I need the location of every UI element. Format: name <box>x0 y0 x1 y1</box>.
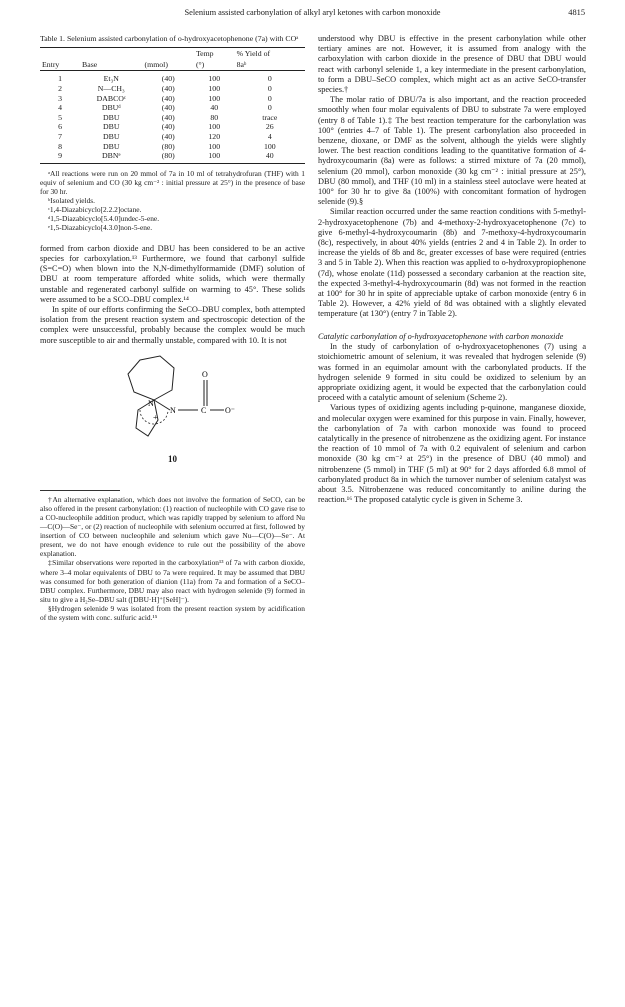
table-cell-temp: 100 <box>208 93 221 103</box>
paragraph: Various types of oxidizing agents including p-quinone, manganese dioxide, and molecular oxygen were examined for this purpose in vain. Finally, however, the carbonylation of 7a with carbon monoxide was found to proceed catalytically in the presence of nitrobenzene as the oxidizing agent. For instance the reaction of 10 mmol of 7a with 0.2 equivalent of selenium and carbon monoxide (30 kg cm⁻² at 25°) in the presence of DBU (40 mmol) and nitrobenzene (5 mmol) in THF (5 ml) at 90° for 2 days afforded 6.8 mmol of carbonylated product 8a in which the turnover number of selenium catalyst was about 3.5. Nitrobenzene was reduced concomitantly to aniline during the reaction.¹⁶ The proposed catalytic cycle is given in Scheme 3. <box>318 403 586 505</box>
table-body <box>40 71 305 163</box>
table-cell-mmol: (40) <box>161 74 175 84</box>
table-cell-yield: 0 <box>267 74 272 84</box>
table-1 <box>40 47 305 163</box>
right-body-text <box>318 34 586 320</box>
table-cell-entry: 1 <box>58 74 62 84</box>
col-header-mmol: (mmol) <box>143 59 194 71</box>
section-title: Catalytic carbonylation of o-hydroxyacetophenone with carbon monoxide <box>318 331 564 341</box>
table-notes <box>40 169 305 232</box>
table-cell-yield: 40 <box>235 151 305 163</box>
table-cell-base: DBU <box>103 112 120 122</box>
table-note: ᶜ1,4-Diazabicyclo[2.2.2]octane. <box>48 204 142 214</box>
paragraph: formed from carbon dioxide and DBU has been considered to be an active species for carboxylation.¹³ Furthermore, we found that carbonyl sulfide (S=C=O) when blown into the N,N-dimethylformamide (DMF) solution of DBU at room temperature afforded white solids, which were thermally unstable and regenerated carbonyl sulfide on warming to 45°. These solids were assumed to be a SCO–DBU complex.¹⁴ <box>40 243 305 304</box>
table-cell-yield: 0 <box>267 93 272 103</box>
structure-drawing <box>110 350 240 450</box>
footnote-rule <box>40 490 120 491</box>
table-cell-yield: trace <box>262 112 278 122</box>
table-cell-base: DBU <box>103 131 120 141</box>
paragraph: Similar reaction occurred under the same reaction conditions with 5-methyl-2-hydroxyacetophenone (7b) and 4-methoxy-2-hydroxyacetophenone (7c) to give 6-methyl-4-hydroxycoumarin (8b) and 7-methoxy-4-hydroxycoumarin (8c), respectively, in about 40% yields (entries 2 and 4 in Table 2). In order to increase the yields of 8b and 8c, greater excesses of base were required (entries 3 and 5 in Table 2). When this reaction was applied to o-hydroxypropiophenone (7d), whose enolate (11d) possessed a secondary carbanion at the reaction site, the expected 3-methyl-4-hydroxycoumarin (8d) was not formed in the reaction at 100° for 30 hr in spite of appreciable uptake of carbon monoxide (entry 6 in Table 2). However, a 42% yield of 8d was obtained with a slightly elevated temperature (at 130°) (entry 7 in Table 2). <box>318 207 586 319</box>
table-cell-yield: 0 <box>267 84 272 93</box>
atom-n1: N <box>148 398 154 408</box>
col-header-yield: % Yield of <box>235 48 305 60</box>
running-header <box>40 8 585 22</box>
table-cell-mmol: (40) <box>161 122 175 132</box>
table-cell-temp: 40 <box>210 103 219 113</box>
table-row <box>40 103 305 113</box>
paragraph: In the study of carbonylation of o-hydroxyacetophenones (7) using a stoichiometric amount of selenium, it was revealed that hydrogen selenide (9) was formed in an equimolar amount with the carbonylated products. If the hydrogen selenide 9 formed in situ could be oxidized to selenium by an appropriate oxidizing agent, it would be expected that the carbonylation could proceed with a catalytic amount of selenium (Scheme 2). <box>318 342 586 403</box>
table-cell-temp: 100 <box>208 74 221 84</box>
paragraph: The molar ratio of DBU/7a is also important, and the reaction proceeded smoothly when four molar equivalents of DBU to substrate 7a were employed (entry 8 of Table 1).‡ The best reaction temperature for the carbonylation was 100° (entries 4–7 of Table 1). The present carbonylation also proceeded in benzene, dioxane, or DMF as the solvent, although the yields were slightly lower. The best reaction conditions leading to the quantitative formation of 4-hydroxycoumarin (8a) were as follows: a stirred mixture of 7a (20 mmol), selenium (20 mmol), carbon monoxide (30 kg cm⁻² : initial pressure at 25°), DBU (80 mmol), and THF (10 ml) in a stainless steel autoclave were heated at 100° for 30 hr to give 8a (100%) with concomitant formation of hydrogen selenide (9).§ <box>318 95 586 207</box>
table-row <box>40 151 305 163</box>
table-row <box>40 142 305 152</box>
table-cell-base: Et₃N <box>103 74 119 84</box>
table-cell-mmol: (80) <box>143 151 194 163</box>
footnote: †An alternative explanation, which does not involve the formation of SeCO, can be also offered in the present carbonylation: (1) reaction of nucleophile with CO gave rise to a CO-nucleophile addition product, which was rapidly trapped by selenium to afford Nu—C(O)—Se⁻, or (2) reaction of nucleophile with selenium occurred at first, followed by insertion of CO between nucleophile and selenium which gave Nu—C(O)—Se⁻. At present, we do not have enough evidence to rule out the possibility of the above explanation. <box>40 494 305 559</box>
table-cell-entry: 7 <box>58 131 62 141</box>
table-cell-base: DABCOᶜ <box>96 93 126 103</box>
table-cell-entry: 3 <box>58 93 62 103</box>
table-cell-base: DBUᵈ <box>101 103 121 113</box>
table-cell-base: DBNᵉ <box>80 151 143 163</box>
table-cell-mmol: (40) <box>161 93 175 103</box>
atom-o: O <box>202 369 208 379</box>
table-row <box>40 132 305 142</box>
table-cell-yield: 100 <box>263 141 276 151</box>
table-cell-mmol: (40) <box>161 112 175 122</box>
table-cell-mmol: (40) <box>161 131 175 141</box>
table-row <box>40 113 305 123</box>
table-cell-yield: 26 <box>265 122 274 132</box>
table-cell-entry: 8 <box>58 141 62 151</box>
table-cell-yield: 0 <box>267 103 272 113</box>
table-cell-entry: 6 <box>58 122 62 132</box>
table-row <box>40 84 305 94</box>
right-column <box>318 34 586 505</box>
table-row <box>40 94 305 104</box>
table-note: ᵉ1,5-Diazabicyclo[4.3.0]non-5-ene. <box>48 222 153 232</box>
table-note: ᵃAll reactions were run on 20 mmol of 7a in 10 ml of tetrahydrofuran (THF) with 1 equiv of selenium and CO (30 kg cm⁻² : initial pressure at 25°) in the presence of base for 30 hr. <box>40 168 305 196</box>
charge-plus: + <box>153 412 158 422</box>
structure-10 <box>40 350 305 470</box>
page-number: 4815 <box>568 8 585 17</box>
table-cell-temp: 100 <box>208 122 221 132</box>
table-cell-base: DBU <box>103 122 120 132</box>
atom-c: C <box>201 405 207 415</box>
table-row <box>40 122 305 132</box>
paragraph: understood why DBU is effective in the present carbonylation while other tertiary amines are not. However, it is assumed from analogy with the carboxylation with carbon dioxide in the presence of DBU that DBU would react with carbonyl selenide 1, a key intermediate in the present carbonylation, to form a DBU–SeCO complex, which might act as an active SeCO-transfer species.† <box>318 34 586 95</box>
table-cell-mmol: (40) <box>161 103 175 113</box>
paragraph: In spite of our efforts confirming the SeCO–DBU complex, both attempted isolation from the present reaction system and spectroscopic detection of the complex were unsuccessful, probably because the complex would be much more susceptible to air and thermally unstable, compared with 10. It is not <box>40 304 305 345</box>
table-cell-yield: 4 <box>267 131 272 141</box>
table-cell-temp: 100 <box>208 141 221 151</box>
structure-label: 10 <box>168 453 177 464</box>
table-cell-temp: 100 <box>194 151 235 163</box>
left-body-text <box>40 244 305 346</box>
table-row <box>40 71 305 84</box>
footnote: §Hydrogen selenide 9 was isolated from the present reaction system by acidification of the system with conc. sulfuric acid.¹⁵ <box>40 603 305 622</box>
atom-n2: N <box>170 405 176 415</box>
col-header-base: Base <box>80 59 143 71</box>
table-caption: Table 1. Selenium assisted carbonylation of o-hydroxyacetophenone (7a) with COᵃ <box>40 34 299 43</box>
table-cell-entry: 9 <box>40 151 80 163</box>
col-header-temp-unit: (°) <box>194 59 235 71</box>
left-column <box>40 34 305 622</box>
table-cell-temp: 80 <box>210 112 219 122</box>
col-header-temp: Temp <box>194 48 235 60</box>
table-note: ᵇIsolated yields. <box>48 195 96 205</box>
table-cell-temp: 100 <box>208 84 221 93</box>
table-cell-temp: 120 <box>208 131 221 141</box>
table-cell-mmol: (40) <box>161 84 175 93</box>
col-header-entry: Entry <box>40 59 80 71</box>
running-title: Selenium assisted carbonylation of alkyl aryl ketones with carbon monoxide <box>184 8 441 17</box>
col-header-yield-of: 8aᵇ <box>235 59 305 71</box>
footnote: ‡Similar observations were reported in the carboxylation¹³ of 7a with carbon dioxide, where 3–4 molar equivalents of DBU to 7a were required. It may be assumed that DBU was consumed for both generation of dianion (11a) from 7a and formation of a SeCO–DBU complex. Furthermore, DBU may also react with hydrogen selenide (9) formed in situ to give a H₂Se–DBU salt ([DBU·H]⁺[SeH]⁻). <box>40 558 305 604</box>
table-cell-entry: 2 <box>58 84 62 93</box>
table-cell-entry: 4 <box>58 103 62 113</box>
table-note: ᵈ1,5-Diazabicyclo[5.4.0]undec-5-ene. <box>48 213 160 223</box>
table-cell-mmol: (80) <box>161 141 175 151</box>
footnotes <box>40 490 305 622</box>
atom-ominus: O⁻ <box>225 405 235 415</box>
table-cell-entry: 5 <box>58 112 62 122</box>
table-cell-base: N—CH₃ <box>97 84 125 93</box>
section-body-text <box>318 342 586 505</box>
table-cell-base: DBU <box>103 141 120 151</box>
